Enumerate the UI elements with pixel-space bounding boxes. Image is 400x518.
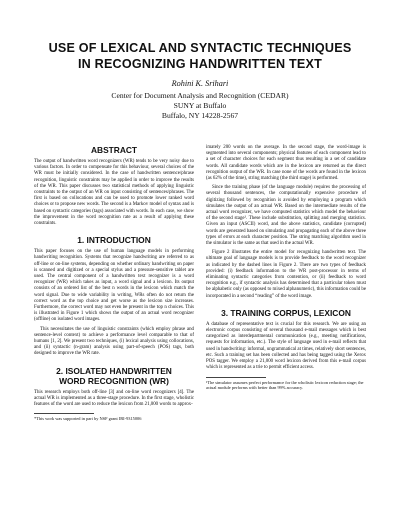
affiliation-line-2: SUNY at Buffalo [173, 101, 227, 110]
section-2-heading-line-2: WORD RECOGNITION (WR) [59, 375, 169, 386]
abstract-heading: ABSTRACT [90, 145, 138, 155]
introduction-heading: 1. INTRODUCTION [77, 235, 151, 246]
author-name: Rohini K. Srihari [171, 79, 229, 88]
paper-title [34, 40, 366, 72]
section-2-paragraph-1: This research employs both off-line [3] and on-line word recognizers [4]. The actual WR is implemented as a three-stage procedure. In the first stage, wholistic features of the word are used to reduce the lexicon from 21,000 words to approx- [34, 389, 194, 408]
affiliation [34, 91, 366, 121]
left-column [34, 145, 194, 422]
right-column [206, 145, 366, 422]
abstract-text: The output of handwritten word recognizers (WR) tends to be very noisy due to various factors. In order to compensate for this behaviour, several choices of the WR must be initially considered. In the case of handwritten sentence/phrase recognition, linguistic constraints may be applied in order to improve the results of the WR. This paper discusses two statistical methods of applying linguistic constraints to the output of an WR on input consisting of sentences/phrases. The first is based on collocations and can be used to promote lower ranked word choices or to propose new words. The second is a Markov model of syntax and is based on syntactic categories (tags) associated with words. In each case, we show the improvement in the word recognition rate as a result of applying these constraints. [34, 159, 194, 227]
left-footnote-area [34, 413, 194, 422]
simulator-footnote: ¹The simulator assumes perfect performance for the wholistic lexicon reduction stage; the actual module performs with better than 99% accuracy. [206, 379, 364, 391]
footnote-divider [206, 377, 266, 378]
section-2-heading [34, 366, 194, 386]
footnote-divider [34, 413, 94, 414]
right-footnote-area [206, 377, 366, 391]
section-2-heading-line-1: 2. ISOLATED HANDWRITTEN [56, 365, 172, 376]
section-2-paragraph-2: imately 200 words on the average. In the second stage, the word-image is segmented into several components; physical features of each component lead to a set of character choices for each segment thus resulting in a set of candidate words. All candidate words which are in the lexicon are returned as the direct recognition output of the WR. In case none of the words are found in the lexicon (as 62% of the time), string matching (the third stage) is performed. [206, 145, 366, 182]
introduction-paragraph-2: This necessitates the use of linguistic constraints (which employ phrase and sentence-level context) to achieve a performance level comparable to that of humans [1, 2]. We present two techniques, (i) lexical analysis using collocations, and (ii) syntactic (n-gram) analysis using part-of-speech (POS) tags, both designed to improve the WR rate. [34, 326, 194, 357]
section-3-paragraph-1: A database of representative text is crucial for this research. We are using an electronic corpus consisting of several thousand e-mail messages which is best categorized as interdepartmental communication (e.g., meeting notifications, requests for information, etc.). The style of language used in e-mail reflects that used in handwriting: informal, ungrammatical at times, relatively short sentences, etc. Such a training set has been collected and has being tagged using the Xerox POS tagger. We employ a 21,000 word lexicon derived from this e-mail corpus which is represented as a trie to permit efficient access. [206, 321, 366, 371]
affiliation-line-1: Center for Document Analysis and Recognition (CEDAR) [111, 91, 289, 100]
title-line-2: IN RECOGNIZING HANDWRITTEN TEXT [77, 57, 323, 71]
funding-footnote: *This work was supported in part by NSF grant IRI-9315006 [34, 416, 142, 422]
section-3-heading: 3. TRAINING CORPUS, LEXICON [221, 307, 351, 318]
title-line-1: USE OF LEXICAL AND SYNTACTIC TECHNIQUES [48, 41, 352, 55]
introduction-paragraph-1: This paper focuses on the use of human language models in performing handwriting recognition. Systems that recognize handwriting are referred to as off-line or on-line systems, depending on whether ordinary handwriting on paper is scanned and digitized or a special stylus and a pressure-sensitive tablet are used. The central component of a handwritten text recognizer is a word recognizer (WR) which takes as input, a word signal and a lexicon. Its output consists of an ordered list of the best n words in the lexicon which match the word signal. Due to wide variability in writing, WRs often do not return the correct word as the top choice and get worse as the lexicon size increases. Furthermore, the correct word may not even be present in the top n choices. This is illustrated in Figure 1 which shows the output of an actual word recognizer (offline) on isolated word images. [34, 249, 194, 323]
affiliation-line-3: Buffalo, NY 14228-2567 [161, 111, 239, 120]
two-column-body [34, 145, 366, 422]
section-2-paragraph-3: Since the training phase (of the language module) requires the processing of several thousand sentences, the computationally expensive procedure of digitizing followed by recognition is avoided by employing a program which simulates the output of an actual WR. Based on the intermediate results of the actual word recognizer, we have computed statistics which model the behaviour of the second stage¹. These include substitution, splitting and merging statistics. Given an input (ASCII) word, and the above statistics, candidate (corrupted) words are generated based on simulating and propagating each of the above three types of errors at each character position. The string matching algorithm used in the simulator is the same as that used in the actual WR. [206, 185, 366, 247]
section-2-paragraph-4: Figure 2 illustrates the entire model for recognizing handwritten text. The ultimate goal of language models is to provide feedback to the word recognizer as indicated by the dashed lines in Figure 2. There are two types of feedback provided: (i) feedback information to the WR post-processor in terms of eliminating syntactic categories from contention, or (ii) feedback to word recognition e.g., if syntactic analysis has determined that a particular token must be alphabetic only (as opposed to mixed alphanumeric), this information could be incorporated in a second “reading” of the word image. [206, 250, 366, 299]
